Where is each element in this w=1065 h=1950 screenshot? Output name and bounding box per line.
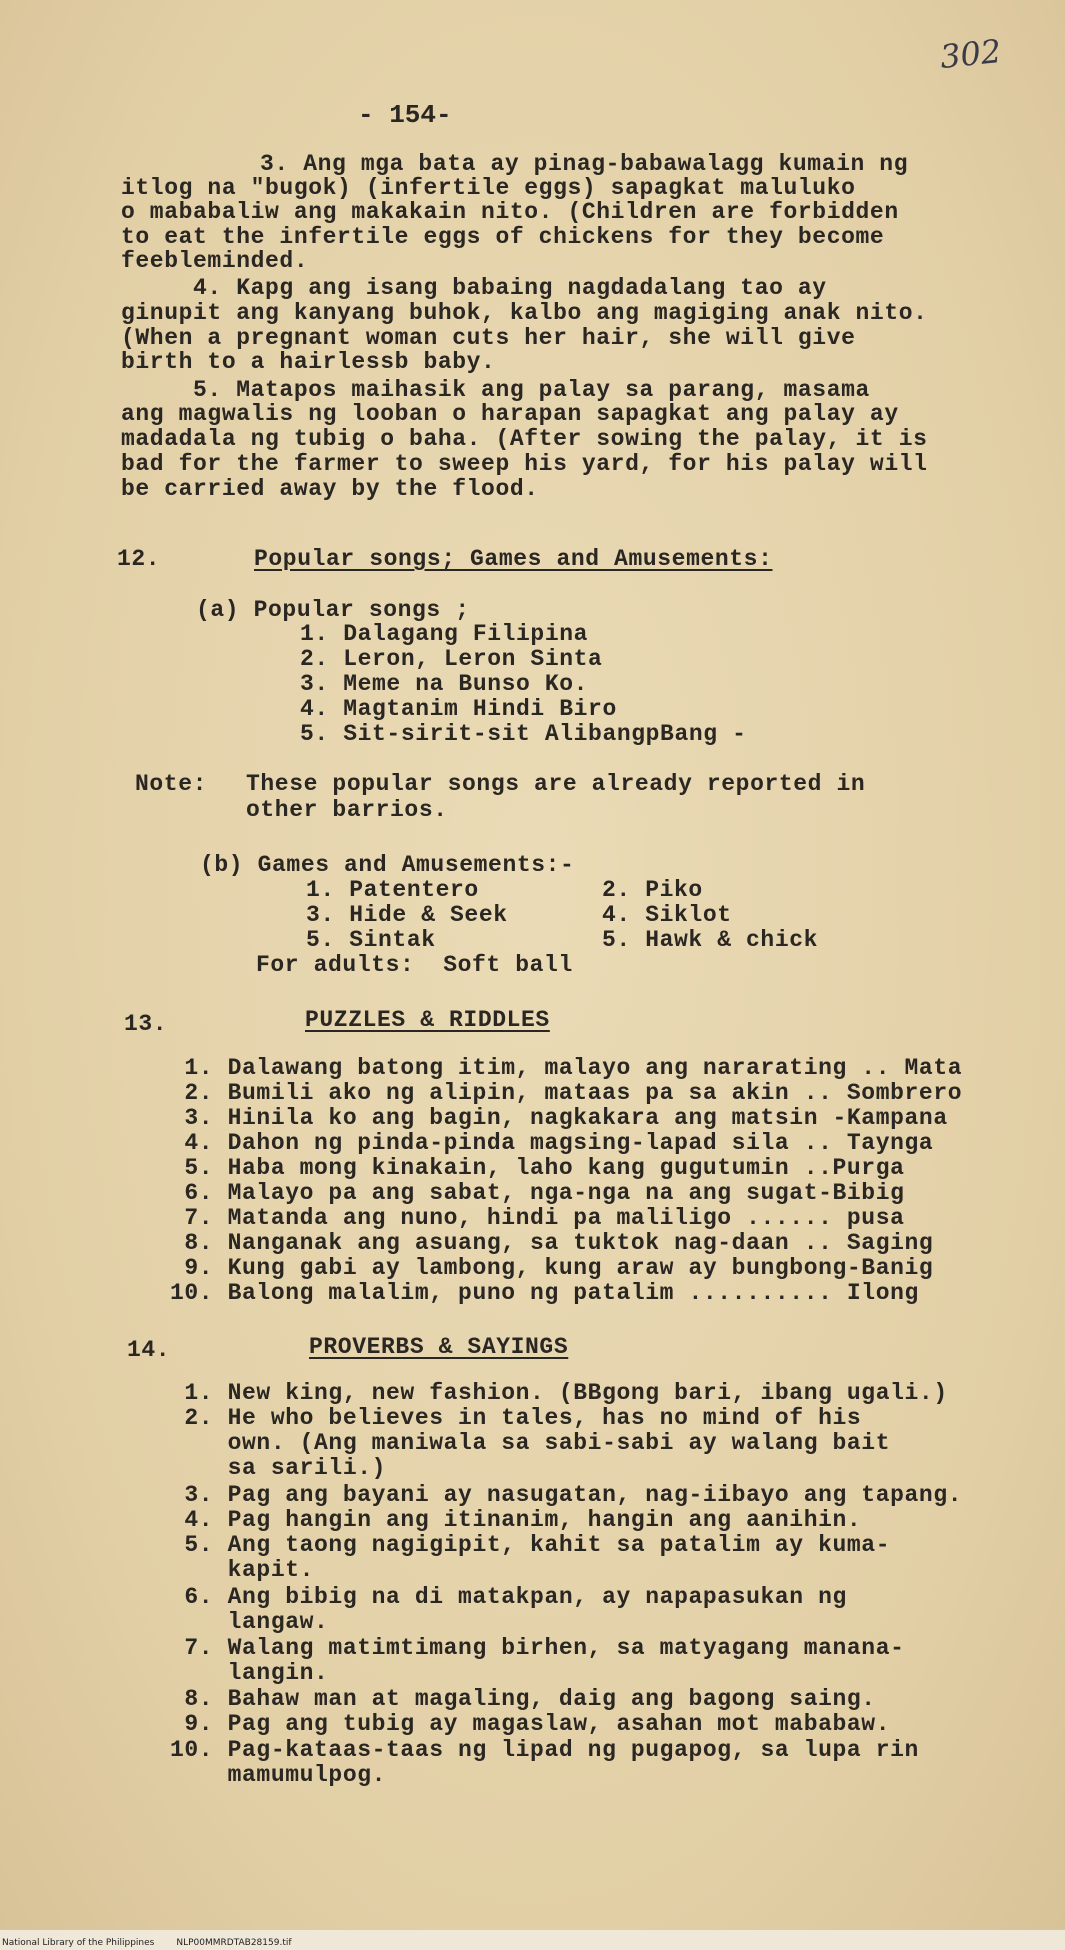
song-item: 5. Sit-sirit-sit AlibangpBang - [300,721,747,747]
text-line: o mababaliw ang makakain nito. (Children are forbidden [121,199,899,225]
text-line: to eat the infertile eggs of chickens for they become [121,224,885,250]
section-number: 12. [117,546,161,572]
note-label: Note: [135,771,208,797]
proverb-line: 1. New king, new fashion. (BBgong bari, ibang ugali.) [170,1380,948,1406]
proverb-line: 10. Pag-kataas-taas ng lipad ng pugapog, sa lupa rin [170,1737,919,1763]
proverb-line: mamumulpog. [170,1762,387,1788]
text-line: 4. Kapg ang isang babaing nagdadalang tao ay [121,275,827,301]
riddle-item: 9. Kung gabi ay lambong, kung araw ay bungbong-Banig [170,1255,934,1281]
proverb-line: kapit. [170,1557,315,1583]
text-line: 5. Matapos maihasik ang palay sa parang, masama [121,377,870,403]
riddle-item: 1. Dalawang batong itim, malayo ang nararating .. Mata [170,1055,963,1081]
song-item: 1. Dalagang Filipina [300,621,589,647]
riddle-item: 10. Balong malalim, puno ng patalim .......... Ilong [170,1280,919,1306]
proverb-line: langaw. [170,1609,329,1635]
page-number: - 154- [358,100,452,130]
section-title: Popular songs; Games and Amusements: [254,546,773,572]
riddle-item: 6. Malayo pa ang sabat, nga-nga na ang sugat-Bibig [170,1180,905,1206]
songs-label: (a) Popular songs ; [196,597,470,623]
riddle-item: 7. Matanda ang nuno, hindi pa maliligo ...... pusa [170,1205,905,1231]
riddle-item: 2. Bumili ako ng alipin, mataas pa sa akin .. Sombrero [170,1080,963,1106]
text-line: bad for the farmer to sweep his yard, for his palay will [121,451,928,477]
note-text: These popular songs are already reported in [246,771,866,797]
game-item: 5. Sintak [306,927,436,953]
adults-games: For adults: Soft ball [256,952,573,978]
proverb-line: 6. Ang bibig na di matakpan, ay napapasukan ng [170,1584,847,1610]
proverb-line: sa sarili.) [170,1455,387,1481]
riddle-item: 3. Hinila ko ang bagin, nagkakara ang matsin -Kampana [170,1105,948,1131]
corner-page-mark: 302 [938,31,1003,77]
section-title: PROVERBS & SAYINGS [309,1334,569,1360]
game-item: 1. Patentero [306,877,479,903]
game-item: 3. Hide & Seek [306,902,508,928]
proverb-line: 4. Pag hangin ang itinanim, hangin ang aanihin. [170,1507,862,1533]
section-number: 14. [127,1337,171,1363]
text-line: ang magwalis ng looban o harapan sapagkat ang palay ay [121,401,899,427]
text-line: 3. Ang mga bata ay pinag-babawalagg kumain ng [188,151,909,177]
note-text: other barrios. [246,797,448,823]
proverb-line: 7. Walang matimtimang birhen, sa matyagang manana- [170,1635,905,1661]
riddle-item: 8. Nanganak ang asuang, sa tuktok nag-daan .. Saging [170,1230,934,1256]
text-line: feebleminded. [121,248,309,274]
game-item: 5. Hawk & chick [602,927,819,953]
text-line: birth to a hairlessb baby. [121,349,496,375]
game-item: 4. Siklot [602,902,732,928]
proverb-line: 5. Ang taong nagigipit, kahit sa patalim ay kuma- [170,1532,891,1558]
proverb-line: 9. Pag ang tubig ay magaslaw, asahan mot mababaw. [170,1711,891,1737]
section-title: PUZZLES & RIDDLES [305,1007,550,1033]
text-line: (When a pregnant woman cuts her hair, she will give [121,325,856,351]
scan-footer [2,1938,314,1948]
proverb-line: own. (Ang maniwala sa sabi-sabi ay walang bait [170,1430,891,1456]
proverb-line: 3. Pag ang bayani ay nasugatan, nag-iibayo ang tapang. [170,1482,963,1508]
proverb-line: langin. [170,1660,329,1686]
text-line: ginupit ang kanyang buhok, kalbo ang magiging anak nito. [121,300,928,326]
riddle-item: 4. Dahon ng pinda-pinda magsing-lapad sila .. Taynga [170,1130,934,1156]
text-line: be carried away by the flood. [121,476,539,502]
song-item: 2. Leron, Leron Sinta [300,646,603,672]
section-number: 13. [124,1011,168,1037]
song-item: 4. Magtanim Hindi Biro [300,696,617,722]
footer-file: NLP00MMRDTAB28159.tif [176,1938,292,1948]
footer-library: National Library of the Philippines [2,1938,155,1948]
text-line: itlog na "bugok) (infertile eggs) sapagkat maluluko [121,175,856,201]
proverb-line: 2. He who believes in tales, has no mind of his [170,1405,862,1431]
riddle-item: 5. Haba mong kinakain, laho kang gugutumin ..Purga [170,1155,905,1181]
text-line: madadala ng tubig o baha. (After sowing the palay, it is [121,426,928,452]
game-item: 2. Piko [602,877,703,903]
song-item: 3. Meme na Bunso Ko. [300,671,589,697]
games-label: (b) Games and Amusements:- [200,852,575,878]
proverb-line: 8. Bahaw man at magaling, daig ang bagong saing. [170,1686,876,1712]
